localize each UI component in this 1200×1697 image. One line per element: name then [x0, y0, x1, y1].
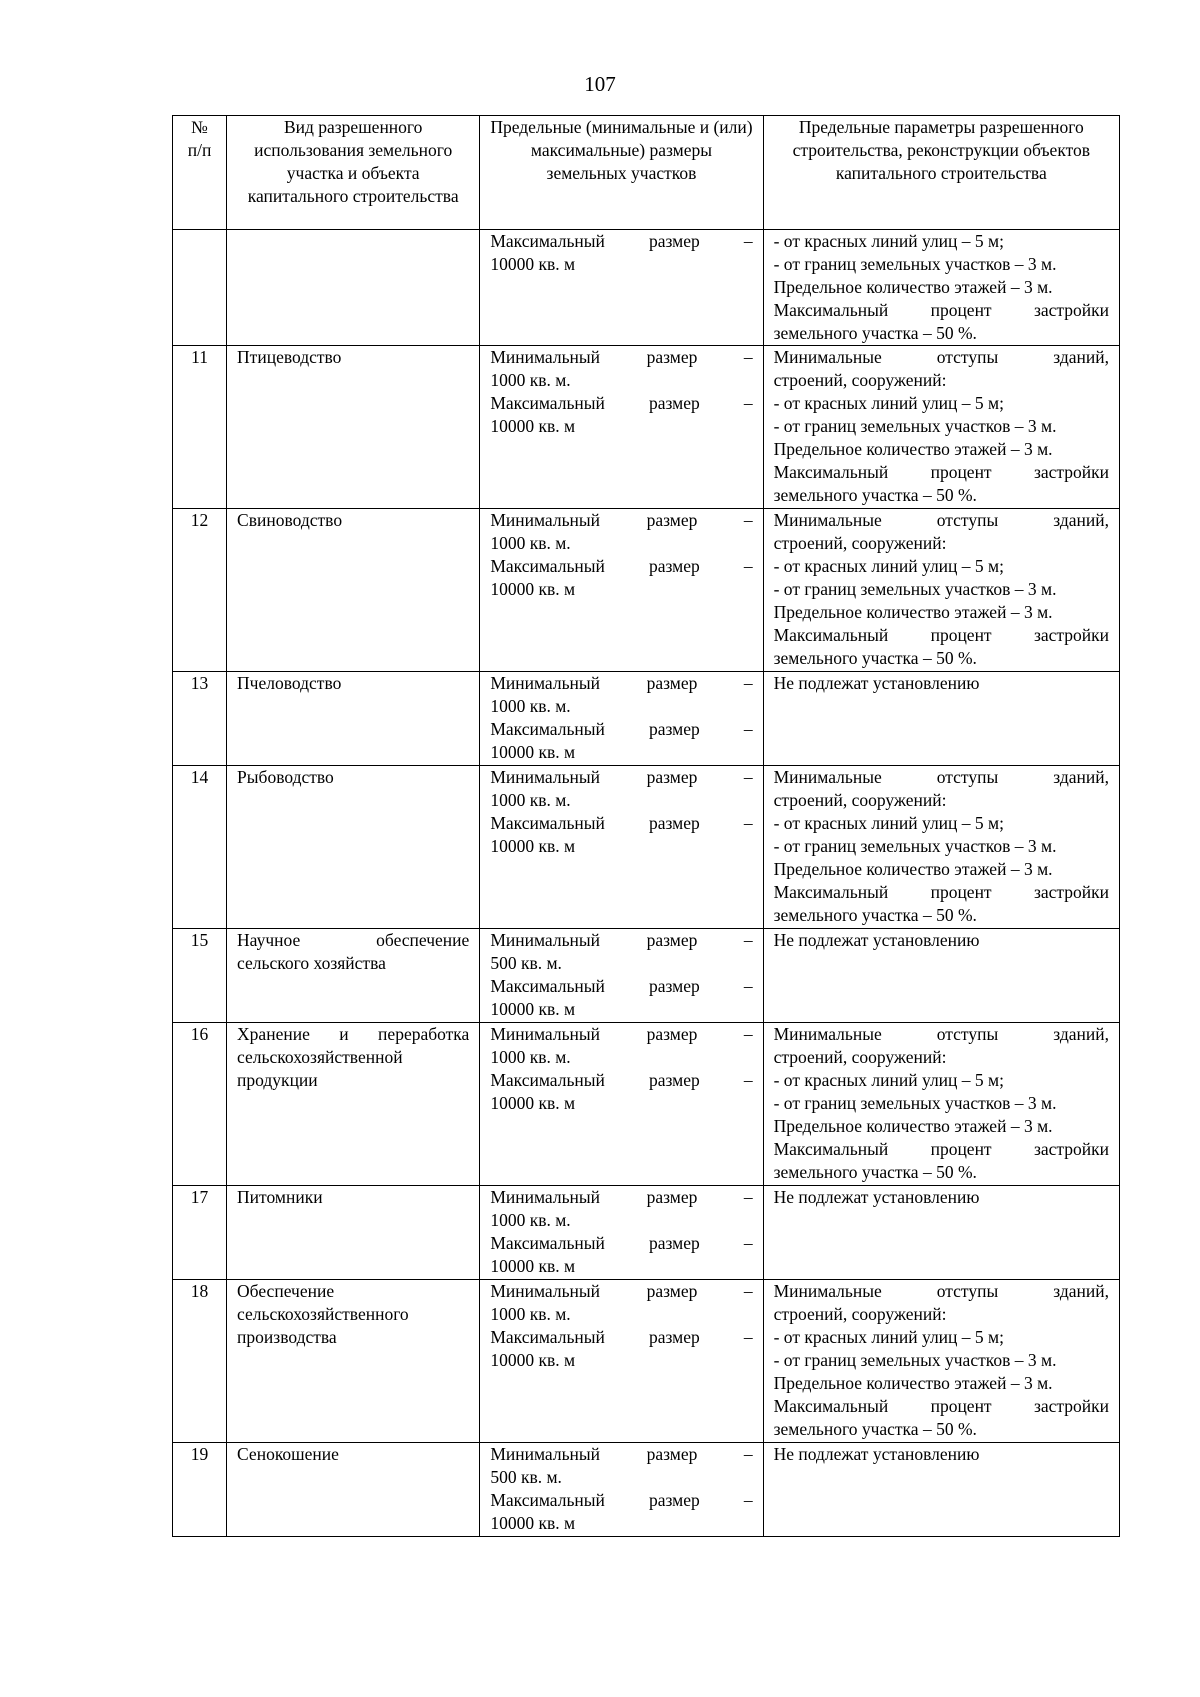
row-params: Не подлежат установлению [763, 672, 1119, 766]
row-num: 13 [173, 672, 227, 766]
row-num: 15 [173, 929, 227, 1023]
table-row [173, 1443, 1120, 1537]
row-size [480, 346, 763, 509]
table-row [173, 1186, 1120, 1280]
min-size-label: Минимальный размер – [490, 930, 753, 950]
min-size-label: Минимальный размер – [490, 510, 753, 530]
row-kind: Хранение и переработка сельскохозяйственной продукции [227, 1023, 480, 1186]
row-num: 17 [173, 1186, 227, 1280]
max-size-value: 10000 кв. м [490, 999, 576, 1019]
max-size-label: Максимальный размер – [490, 1490, 753, 1510]
row-size [480, 1280, 763, 1443]
max-size-value: 10000 кв. м [490, 742, 576, 762]
row-kind: Свиноводство [227, 509, 480, 672]
min-size-label: Минимальный размер – [490, 673, 753, 693]
row-params: - от красных линий улиц – 5 м; - от границ земельных участков – 3 м. Предельное количество этажей – 3 м. Максимальный процент застройки земельного участка – 50 %. [763, 230, 1119, 346]
max-size-label: Максимальный размер – [490, 1327, 753, 1347]
row-params: Минимальные отступы зданий, строений, сооружений: - от красных линий улиц – 5 м; - от границ земельных участков – 3 м. Предельное количество этажей – 3 м. Максимальный процент застройки земельного участка – 50 %. [763, 346, 1119, 509]
row-kind: Птицеводство [227, 346, 480, 509]
min-size-value: 1000 кв. м. [490, 533, 571, 553]
min-size-label: Минимальный размер – [490, 1444, 753, 1464]
row-num: 11 [173, 346, 227, 509]
row-size [480, 929, 763, 1023]
min-size-label: Минимальный размер – [490, 1024, 753, 1044]
row-params: Минимальные отступы зданий, строений, сооружений: - от красных линий улиц – 5 м; - от границ земельных участков – 3 м. Предельное количество этажей – 3 м. Максимальный процент застройки земельного участка – 50 %. [763, 766, 1119, 929]
header-params: Предельные параметры разрешенного строительства, реконструкции объектов капитального строительства [763, 116, 1119, 230]
land-use-table [172, 115, 1120, 1537]
row-params: Не подлежат установлению [763, 1186, 1119, 1280]
row-kind: Научное обеспечение сельского хозяйства [227, 929, 480, 1023]
max-size-value: 10000 кв. м [490, 416, 576, 436]
min-size-label: Минимальный размер – [490, 1281, 753, 1301]
row-kind: Сенокошение [227, 1443, 480, 1537]
min-size-value: 1000 кв. м. [490, 1047, 571, 1067]
table-header-row [173, 116, 1120, 230]
row-num: 12 [173, 509, 227, 672]
row-size [480, 1186, 763, 1280]
max-size-value: 10000 кв. м [490, 254, 576, 274]
row-num: 19 [173, 1443, 227, 1537]
row-params: Минимальные отступы зданий, строений, сооружений: - от красных линий улиц – 5 м; - от границ земельных участков – 3 м. Предельное количество этажей – 3 м. Максимальный процент застройки земельного участка – 50 %. [763, 1023, 1119, 1186]
row-kind: Обеспечение сельскохозяйственного производства [227, 1280, 480, 1443]
row-params: Минимальные отступы зданий, строений, сооружений: - от красных линий улиц – 5 м; - от границ земельных участков – 3 м. Предельное количество этажей – 3 м. Максимальный процент застройки земельного участка – 50 %. [763, 509, 1119, 672]
max-size-value: 10000 кв. м [490, 836, 576, 856]
max-size-label: Максимальный размер – [490, 976, 753, 996]
row-size [480, 672, 763, 766]
table-row [173, 1023, 1120, 1186]
table-row [173, 929, 1120, 1023]
header-size: Предельные (минимальные и (или) максимальные) размеры земельных участков [480, 116, 763, 230]
min-size-label: Минимальный размер – [490, 1187, 753, 1207]
row-size [480, 230, 763, 346]
max-size-value: 10000 кв. м [490, 1513, 576, 1533]
min-size-value: 1000 кв. м. [490, 696, 571, 716]
row-kind: Рыбоводство [227, 766, 480, 929]
min-size-value: 1000 кв. м. [490, 790, 571, 810]
row-params: Не подлежат установлению [763, 929, 1119, 1023]
header-kind: Вид разрешенного использования земельного участка и объекта капитального строительства [227, 116, 480, 230]
max-size-value: 10000 кв. м [490, 1256, 576, 1276]
row-kind [227, 230, 480, 346]
table-row [173, 766, 1120, 929]
min-size-label: Минимальный размер – [490, 767, 753, 787]
row-size [480, 1023, 763, 1186]
table-row [173, 1280, 1120, 1443]
min-size-value: 500 кв. м. [490, 1467, 562, 1487]
min-size-value: 1000 кв. м. [490, 370, 571, 390]
row-size [480, 509, 763, 672]
table-row [173, 509, 1120, 672]
page-number: 107 [584, 72, 616, 96]
max-size-value: 10000 кв. м [490, 1093, 576, 1113]
row-params: Минимальные отступы зданий, строений, сооружений: - от красных линий улиц – 5 м; - от границ земельных участков – 3 м. Предельное количество этажей – 3 м. Максимальный процент застройки земельного участка – 50 %. [763, 1280, 1119, 1443]
max-size-label: Максимальный размер – [490, 556, 753, 576]
header-num: № п/п [173, 116, 227, 230]
max-size-label: Максимальный размер – [490, 719, 753, 739]
max-size-label: Максимальный размер – [490, 393, 753, 413]
max-size-value: 10000 кв. м [490, 1350, 576, 1370]
min-size-value: 1000 кв. м. [490, 1304, 571, 1324]
row-num: 18 [173, 1280, 227, 1443]
max-size-label: Максимальный размер – [490, 1233, 753, 1253]
row-kind: Питомники [227, 1186, 480, 1280]
min-size-value: 1000 кв. м. [490, 1210, 571, 1230]
table-row [173, 346, 1120, 509]
row-kind: Пчеловодство [227, 672, 480, 766]
table-row [173, 230, 1120, 346]
min-size-value: 500 кв. м. [490, 953, 562, 973]
row-num: 14 [173, 766, 227, 929]
row-size [480, 766, 763, 929]
row-params: Не подлежат установлению [763, 1443, 1119, 1537]
row-num: 16 [173, 1023, 227, 1186]
max-size-value: 10000 кв. м [490, 579, 576, 599]
max-size-label: Максимальный размер – [490, 231, 753, 251]
min-size-label: Минимальный размер – [490, 347, 753, 367]
row-num [173, 230, 227, 346]
row-size [480, 1443, 763, 1537]
table-row [173, 672, 1120, 766]
max-size-label: Максимальный размер – [490, 1070, 753, 1090]
max-size-label: Максимальный размер – [490, 813, 753, 833]
